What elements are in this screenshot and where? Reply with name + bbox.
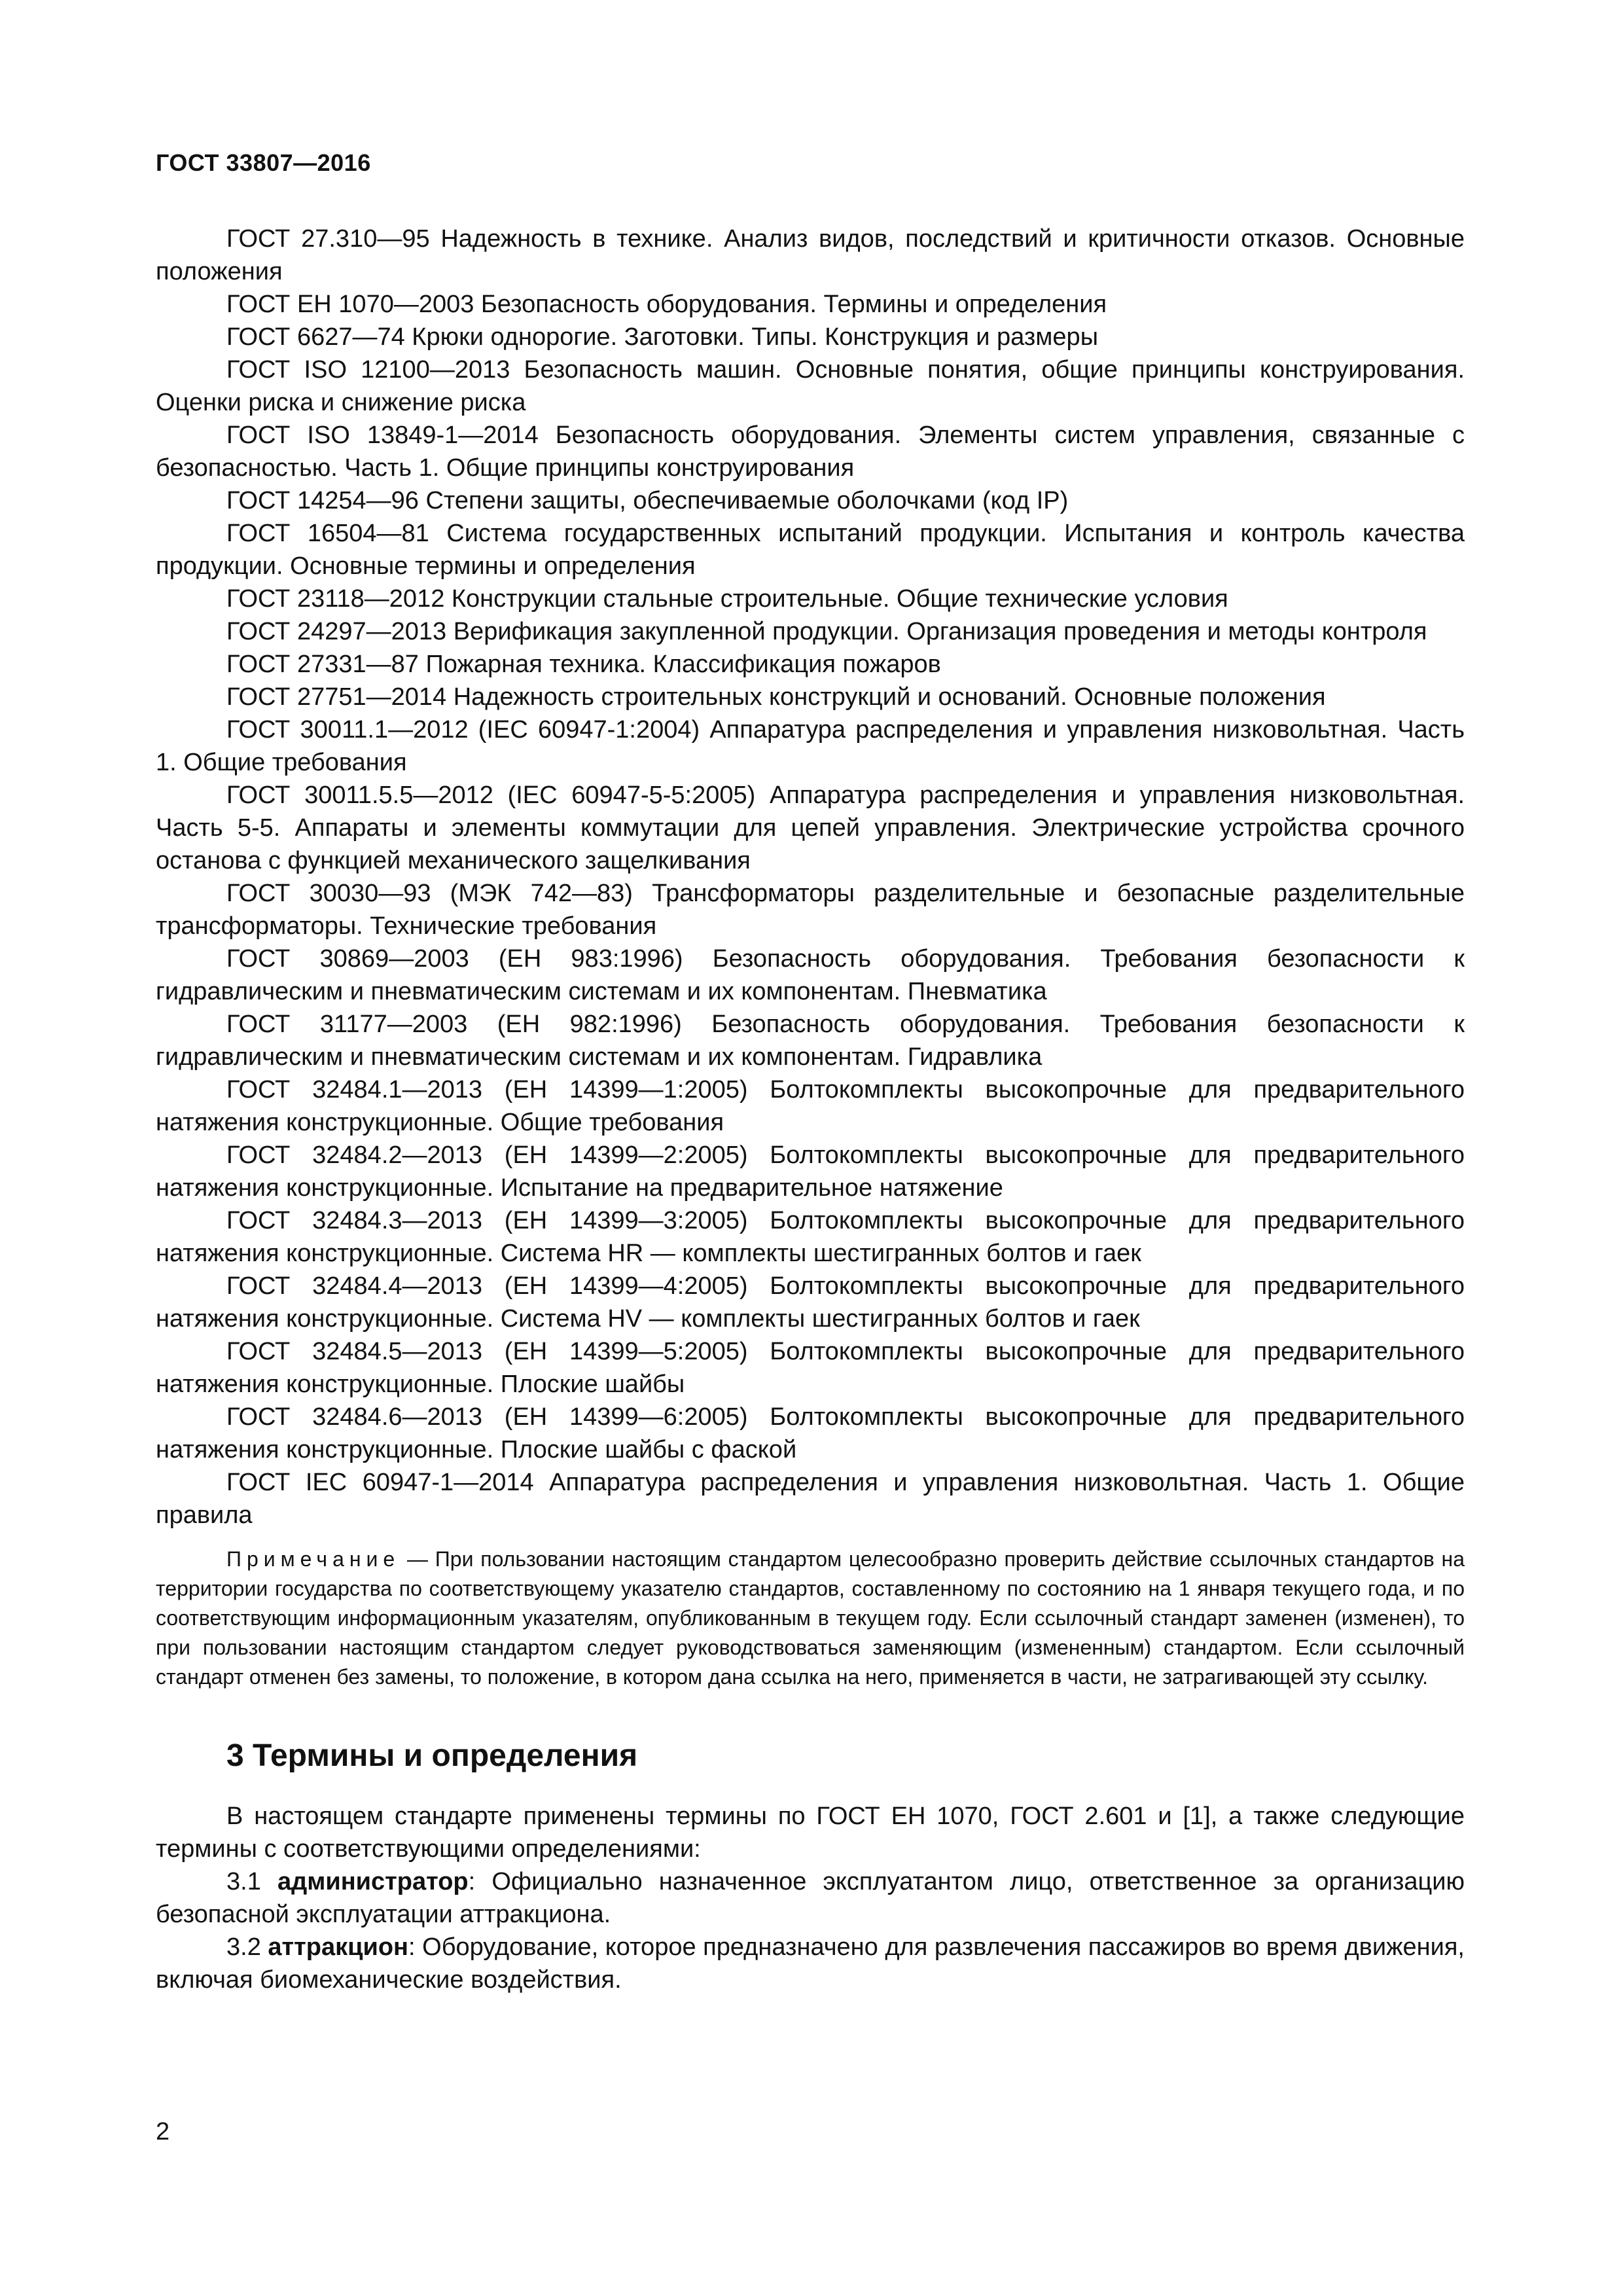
- note-label: Примечание: [226, 1547, 401, 1571]
- section-heading: 3 Термины и определения: [226, 1738, 638, 1773]
- note-text: — При пользовании настоящим стандартом целесообразно проверить действие ссылочных стандартов на территории государства по соответствующему указателю стандартов, составленному по состоянию на 1 января текущего года, и по соответствующим информационным указателям, опубликованным в текущем году. Если ссылочный стандарт заменен (изменен), то при пользовании настоящим стандартом следует руководствоваться заменяющим (измененным) стандартом. Если ссылочный стандарт отменен без замены, то положение, в котором дана ссылка на него, применяется в части, не затрагивающей эту ссылку.: [156, 1547, 1465, 1689]
- reference-item: ГОСТ 32484.5—2013 (ЕН 14399—5:2005) Болтокомплекты высокопрочные для предварительного натяжения конструкционные. Плоские шайбы: [156, 1338, 1465, 1398]
- reference-item: ГОСТ 32484.2—2013 (ЕН 14399—2:2005) Болтокомплекты высокопрочные для предварительного натяжения конструкционные. Испытание на предварительное натяжение: [156, 1141, 1465, 1202]
- reference-item: ГОСТ 31177—2003 (ЕН 982:1996) Безопасность оборудования. Требования безопасности к гидравлическим и пневматическим системам и их компонентам. Гидравлика: [156, 1011, 1465, 1071]
- reference-item: ГОСТ 32484.4—2013 (ЕН 14399—4:2005) Болтокомплекты высокопрочные для предварительного натяжения конструкционные. Система HV — комплекты шестигранных болтов и гаек: [156, 1272, 1465, 1333]
- term-name: аттракцион: [268, 1933, 409, 1961]
- reference-item: ГОСТ IEC 60947-1—2014 Аппаратура распределения и управления низковольтная. Часть 1. Общие правила: [156, 1469, 1465, 1529]
- reference-item: ГОСТ ISO 13849-1—2014 Безопасность оборудования. Элементы систем управления, связанные с безопасностью. Часть 1. Общие принципы конструирования: [156, 422, 1465, 482]
- reference-item: ГОСТ 27.310—95 Надежность в технике. Анализ видов, последствий и критичности отказов. Основные положения: [156, 225, 1465, 285]
- reference-item: ГОСТ ЕН 1070—2003 Безопасность оборудования. Термины и определения: [226, 291, 1107, 318]
- term-definition: [156, 1865, 1465, 1931]
- reference-item: ГОСТ 30011.5.5—2012 (IEC 60947-5-5:2005) Аппаратура распределения и управления низковольтная. Часть 5-5. Аппараты и элементы коммутации для цепей управления. Электрические устройства срочного останова с функцией механического защелкивания: [156, 781, 1465, 874]
- document-body: [156, 223, 1465, 1996]
- reference-item: ГОСТ 23118—2012 Конструкции стальные строительные. Общие технические условия: [226, 585, 1228, 613]
- term-text: : Оборудование, которое предназначено для развлечения пассажиров во время движения, включая биомеханические воздействия.: [156, 1933, 1465, 1994]
- term-definition: [156, 1931, 1465, 1996]
- document-header: ГОСТ 33807—2016: [156, 149, 371, 176]
- reference-item: ГОСТ 32484.3—2013 (ЕН 14399—3:2005) Болтокомплекты высокопрочные для предварительного натяжения конструкционные. Система HR — комплекты шестигранных болтов и гаек: [156, 1207, 1465, 1267]
- reference-item: ГОСТ 24297—2013 Верификация закупленной продукции. Организация проведения и методы контроля: [226, 618, 1427, 645]
- reference-item: ГОСТ 27331—87 Пожарная техника. Классификация пожаров: [226, 651, 941, 678]
- term-text: : Официально назначенное эксплуатантом лицо, ответственное за организацию безопасной эксплуатации аттракциона.: [156, 1868, 1465, 1928]
- normative-references-list: [156, 223, 1465, 1532]
- note-paragraph: [156, 1545, 1465, 1692]
- reference-item: ГОСТ 32484.6—2013 (ЕН 14399—6:2005) Болтокомплекты высокопрочные для предварительного натяжения конструкционные. Плоские шайбы с фаской: [156, 1403, 1465, 1463]
- page-number: 2: [156, 2118, 170, 2145]
- term-number: 3.1: [226, 1868, 277, 1895]
- reference-item: ГОСТ 32484.1—2013 (ЕН 14399—1:2005) Болтокомплекты высокопрочные для предварительного натяжения конструкционные. Общие требования: [156, 1076, 1465, 1136]
- reference-item: ГОСТ 30011.1—2012 (IEC 60947-1:2004) Аппаратура распределения и управления низковольтная. Часть 1. Общие требования: [156, 716, 1465, 776]
- reference-item: ГОСТ 30869—2003 (ЕН 983:1996) Безопасность оборудования. Требования безопасности к гидравлическим и пневматическим системам и их компонентам. Пневматика: [156, 945, 1465, 1005]
- reference-item: ГОСТ 14254—96 Степени защиты, обеспечиваемые оболочками (код IP): [226, 487, 1069, 514]
- reference-item: ГОСТ 27751—2014 Надежность строительных конструкций и оснований. Основные положения: [226, 683, 1326, 711]
- section-intro: В настоящем стандарте применены термины по ГОСТ ЕН 1070, ГОСТ 2.601 и [1], а также следующие термины с соответствующими определениями:: [156, 1803, 1465, 1863]
- reference-item: ГОСТ 30030—93 (МЭК 742—83) Трансформаторы разделительные и безопасные разделительные трансформаторы. Технические требования: [156, 880, 1465, 940]
- reference-item: ГОСТ ISO 12100—2013 Безопасность машин. Основные понятия, общие принципы конструирования. Оценки риска и снижение риска: [156, 356, 1465, 416]
- reference-item: ГОСТ 16504—81 Система государственных испытаний продукции. Испытания и контроль качества продукции. Основные термины и определения: [156, 520, 1465, 580]
- term-number: 3.2: [226, 1933, 268, 1961]
- term-name: администратор: [277, 1868, 469, 1895]
- reference-item: ГОСТ 6627—74 Крюки однорогие. Заготовки. Типы. Конструкция и размеры: [226, 323, 1099, 351]
